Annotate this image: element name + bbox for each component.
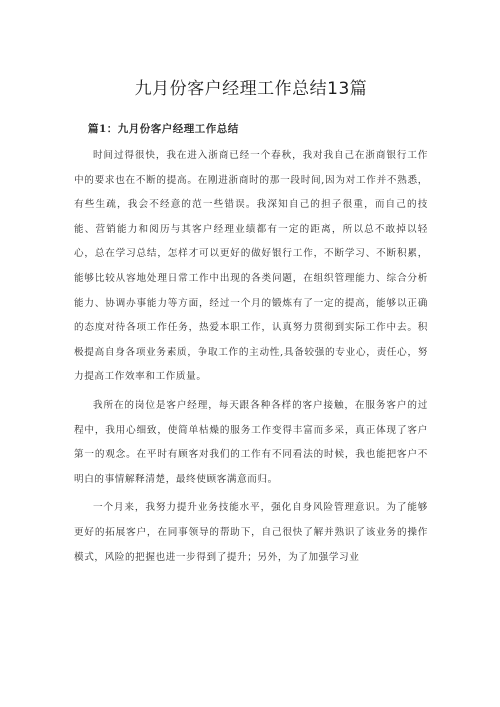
document-title: 九月份客户经理工作总结13篇 [134, 79, 368, 99]
paragraph-3: 一个月来，我努力提升业务技能水平，强化自身风险管理意识。为了能够更好的拓展客户，在同事领导的帮助下，自己很快了解并熟识了该业务的操作模式，风险的把握也进一步得到了提升；另外，为了加强学习业 [74, 502, 428, 563]
paragraph-2: 我所在的岗位是客户经理，每天跟各种各样的客户接触，在服务客户的过程中，我用心细致，使简单枯燥的服务工作变得丰富而多采，真正体现了客户第一的观念。在平时有顾客对我们的工作有不同看法的时候，我也能把客户不明白的事情解释清楚，最终使顾客满意而归。 [74, 399, 428, 485]
section-heading: 篇1：九月份客户经理工作总结 [88, 123, 239, 135]
paragraph-1: 时间过得很快，我在进入浙商已经一个春秋，我对我自己在浙商银行工作中的要求也在不断的提高。在刚进浙商时的那一段时间,因为对工作并不熟悉，有些生疏，我会不经意的范一些错误。我深知自己的担子很重，而自己的技能、营销能力和阅历与其客户经理业绩都有一定的距离，所以总不敢掉以轻心，总在学习总结，怎样才可以更好的做好银行工作，不断学习、不断积累，能够比较从容地处理日常工作中出现的各类问题，在组织管理能力、综合分析能力、协调办事能力等方面，经过一个月的锻炼有了一定的提高，能够以正确的态度对待各项工作任务，热爱本职工作，认真努力贯彻到实际工作中去。积极提高自身各项业务素质，争取工作的主动性,具备较强的专业心，责任心，努力提高工作效率和工作质量。 [74, 150, 428, 383]
